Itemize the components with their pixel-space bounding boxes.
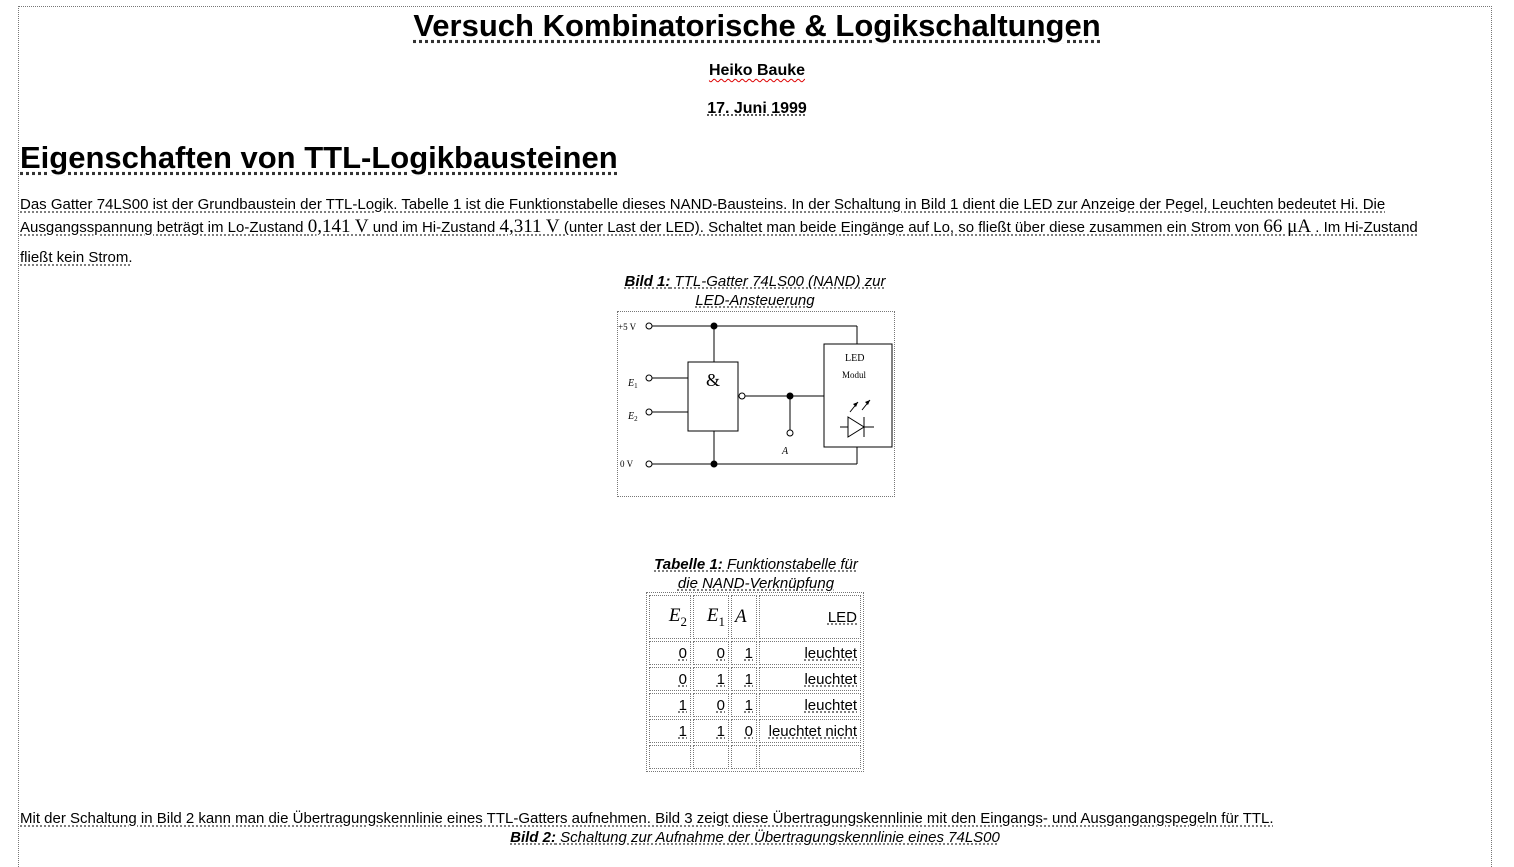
- table-row-empty: [649, 745, 861, 769]
- e2-label: $E_2$: [628, 411, 638, 423]
- header-e1: $E_1$: [693, 595, 729, 639]
- paragraph-1-text-b: und im Hi-Zustand: [368, 219, 500, 236]
- cell-led: leuchtet nicht: [759, 719, 861, 743]
- cell-e1: 1: [693, 667, 729, 691]
- figure-2-caption-label: Bild 2:: [510, 829, 556, 846]
- cell-e1: 1: [693, 719, 729, 743]
- inverter-bubble: [739, 393, 745, 399]
- cell-led: leuchtet: [759, 693, 861, 717]
- output-terminal: [787, 430, 793, 436]
- cell-a: 1: [731, 693, 757, 717]
- figure-2-caption-text: Schaltung zur Aufnahme der Übertragungskennlinie eines 74LS00: [555, 829, 1000, 846]
- truth-table: [646, 592, 864, 772]
- date: 17. Juni 1999: [707, 100, 807, 117]
- cell-a: 0: [731, 719, 757, 743]
- cell-led: leuchtet: [759, 667, 861, 691]
- gnd-terminal: [646, 461, 652, 467]
- gate-symbol: &: [706, 370, 721, 390]
- cell-e1: 0: [693, 641, 729, 665]
- e1-label: $E_1$: [628, 378, 638, 390]
- header-e2: $E_2$: [649, 595, 691, 639]
- vcc-terminal: [646, 323, 652, 329]
- circuit-diagram: [618, 312, 894, 496]
- cell-led: leuchtet: [759, 641, 861, 665]
- paragraph-1: [20, 194, 1490, 269]
- table-row: [649, 693, 861, 717]
- e2-terminal: [646, 409, 652, 415]
- header-led: LED: [759, 595, 861, 639]
- table-1-caption-line2: die NAND-Verknüpfung: [677, 575, 835, 592]
- table-1-caption-line1: Funktionstabelle für: [722, 556, 858, 573]
- e1-terminal: [646, 375, 652, 381]
- cell-e2: 0: [649, 667, 691, 691]
- vcc-label: +5 V: [618, 322, 637, 332]
- led-diode-icon: [840, 400, 874, 437]
- table-row: [649, 641, 861, 665]
- modul-label: Modul: [842, 370, 867, 380]
- cell-a: 1: [731, 641, 757, 665]
- paragraph-1-text-c: (unter Last der LED). Schaltet man beide Eingänge auf Lo, so fließt über diese zusammen ein Strom von: [559, 219, 1264, 236]
- table-header-row: [649, 595, 861, 639]
- cell-e2: 1: [649, 719, 691, 743]
- figure-2-caption: [380, 828, 1130, 847]
- value-lo-voltage: 0,141 V: [307, 216, 369, 237]
- table-row: [649, 719, 861, 743]
- output-label: A: [782, 446, 789, 457]
- header-a: A: [731, 595, 757, 639]
- cell-e1: 0: [693, 693, 729, 717]
- figure-1-caption-label: Bild 1:: [624, 273, 671, 290]
- led-label: LED: [845, 353, 865, 364]
- paragraph-1-text-a: Das Gatter 74LS00 ist der Grundbaustein der TTL-Logik. Tabelle 1 ist die Funktionstabelle dieses NAND-Bausteins. In der Schaltung in Bild 1 dient die LED zur Anzeige der Pegel, Leuchten bedeutet Hi. Die Ausgangsspannung beträgt im Lo-Zustand: [20, 196, 1386, 236]
- figure-1-circuit: [617, 311, 895, 497]
- cell-e2: 1: [649, 693, 691, 717]
- gnd-label: 0 V: [620, 459, 634, 469]
- cell-e2: 0: [649, 641, 691, 665]
- cell-a: 1: [731, 667, 757, 691]
- author: Heiko Bauke: [708, 62, 806, 79]
- figure-1-caption: [560, 272, 950, 310]
- value-hi-voltage: 4,311 V: [499, 216, 560, 237]
- paragraph-1-text-d: . Im Hi-Zustand: [1311, 219, 1418, 236]
- value-current: 66 μA: [1263, 216, 1312, 237]
- figure-1-caption-line1: TTL-Gatter 74LS00 (NAND) zur: [670, 273, 886, 290]
- table-1-caption-label: Tabelle 1:: [654, 556, 723, 573]
- paragraph-1-text-e: fließt kein Strom.: [20, 249, 133, 266]
- table-row: [649, 667, 861, 691]
- figure-1-caption-line2: LED-Ansteuerung: [695, 292, 815, 309]
- paragraph-2: Mit der Schaltung in Bild 2 kann man die Übertragungskennlinie eines TTL-Gatters aufnehmen. Bild 3 zeigt diese Übertragungskennlinie mit den Eingangs- und Ausgangangspegeln für TTL.: [20, 810, 1274, 827]
- table-1-caption: [580, 555, 932, 593]
- section-heading: Eigenschaften von TTL-Logikbausteinen: [20, 140, 618, 175]
- document-title: Versuch Kombinatorische & Logikschaltungen: [413, 8, 1101, 43]
